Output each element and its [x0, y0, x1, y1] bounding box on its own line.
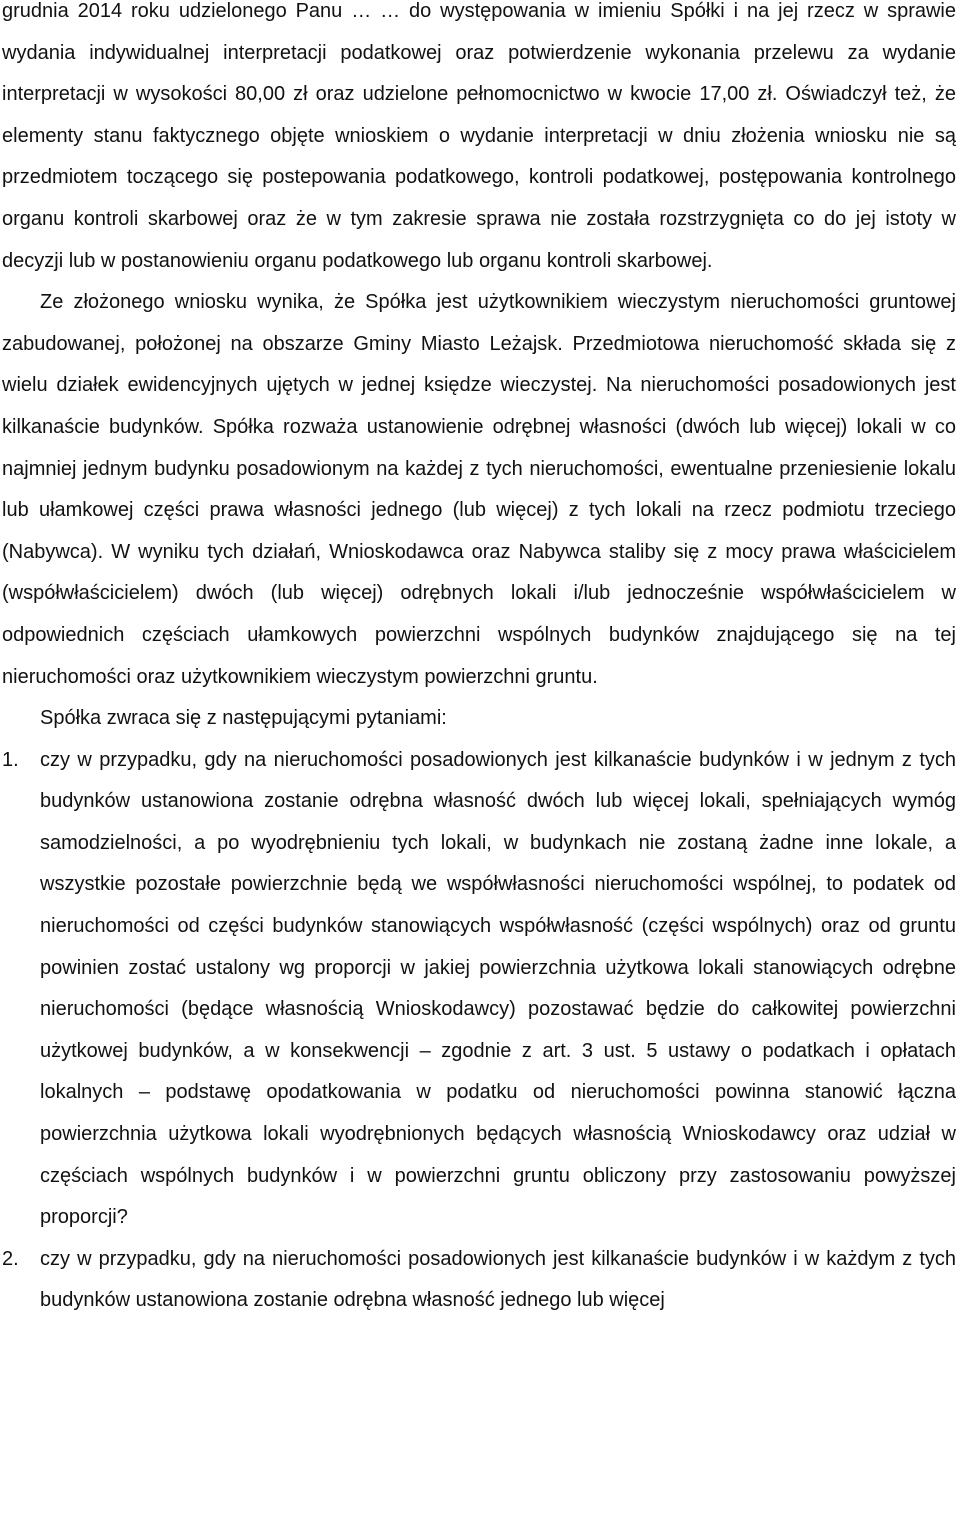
- questions-intro: Spółka zwraca się z następującymi pytaniami:: [40, 707, 447, 730]
- question-item-1: [2, 740, 956, 1239]
- question-number: 2.: [2, 1247, 19, 1270]
- questions-list: [2, 740, 956, 1322]
- question-number: 1.: [2, 748, 19, 771]
- paragraph-facts: Ze złożonego wniosku wynika, że Spółka jest użytkownikiem wieczystym nieruchomości gruntowej zabudowanej, położonej na obszarze Gminy Miasto Leżajsk. Przedmiotowa nieruchomość składa się z wielu działek ewidencyjnych ujętych w jednej księdze wieczystej. Na nieruchomości posadowionych jest kilkanaście budynków. Spółka rozważa ustanowienie odrębnej własności (dwóch lub więcej) lokali w co najmniej jednym budynku posadowionym na każdej z tych nieruchomości, ewentualne przeniesienie lokalu lub ułamkowej części prawa własności jednego (lub więcej) z tych lokali na rzecz podmiotu trzeciego (Nabywca). W wyniku tych działań, Wnioskodawca oraz Nabywca staliby się z mocy prawa właścicielem (współwłaścicielem) dwóch (lub więcej) odrębnych lokali i/lub jednocześnie współwłaścicielem w odpowiednich częściach ułamkowych powierzchni wspólnych budynków znajdującego się na tej nieruchomości oraz użytkownikiem wieczystym powierzchni gruntu.: [2, 291, 956, 688]
- question-text: czy w przypadku, gdy na nieruchomości posadowionych jest kilkanaście budynków i w jednym z tych budynków ustanowiona zostanie odrębna własność dwóch lub więcej lokali, spełniających wymóg samodzielności, a po wyodrębnieniu tych lokali, w budynkach nie zostaną żadne inne lokale, a wszystkie pozostałe powierzchnie będą we współwłasności nieruchomości wspólnej, to podatek od nieruchomości od części budynków stanowiących współwłasność (części wspólnych) oraz od gruntu powinien zostać ustalony wg proporcji w jakiej powierzchnia użytkowa lokali stanowiących odrębne nieruchomości (będące własnością Wnioskodawcy) pozostawać będzie do całkowitej powierzchni użytkowej budynków, a w konsekwencji – zgodnie z art. 3 ust. 5 ustawy o podatkach i opłatach lokalnych – podstawę opodatkowania w podatku od nieruchomości powinna stanowić łączna powierzchnia użytkowa lokali wyodrębnionych będących własnością Wnioskodawcy oraz udział w częściach wspólnych budynków i w powierzchni gruntu obliczony przy zastosowaniu powyższej proporcji?: [40, 748, 956, 1229]
- paragraph-applicant-statement: grudnia 2014 roku udzielonego Panu … … do występowania w imieniu Spółki i na jej rzecz w sprawie wydania indywidualnej interpretacji podatkowej oraz potwierdzenie wykonania przelewu za wydanie interpretacji w wysokości 80,00 zł oraz udzielone pełnomocnictwo w kwocie 17,00 zł. Oświadczył też, że elementy stanu faktycznego objęte wnioskiem o wydanie interpretacji w dniu złożenia wniosku nie są przedmiotem toczącego się postepowania podatkowego, kontroli podatkowej, postępowania kontrolnego organu kontroli skarbowej oraz że w tym zakresie sprawa nie została rozstrzygnięta co do jej istoty w decyzji lub w postanowieniu organu podatkowego lub organu kontroli skarbowej.: [2, 0, 956, 272]
- question-text: czy w przypadku, gdy na nieruchomości posadowionych jest kilkanaście budynków i w każdym z tych budynków ustanowiona zostanie odrębna własność jednego lub więcej: [40, 1247, 956, 1312]
- question-item-2: [2, 1239, 956, 1322]
